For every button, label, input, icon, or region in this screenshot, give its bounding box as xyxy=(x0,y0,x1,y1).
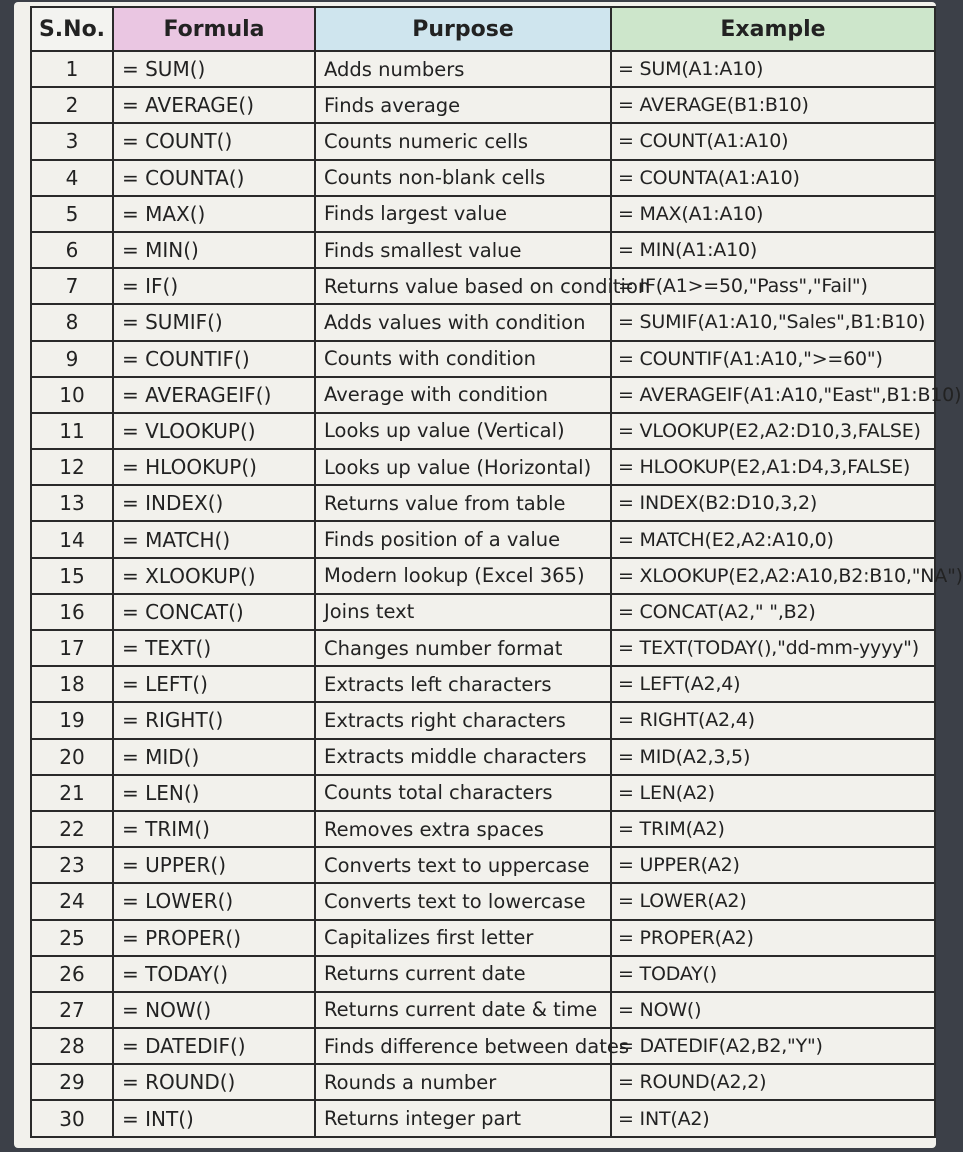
cell-purpose: Rounds a number xyxy=(315,1064,611,1100)
cell-purpose: Extracts middle characters xyxy=(315,739,611,775)
cell-sno: 22 xyxy=(31,811,113,847)
cell-example: = SUMIF(A1:A10,"Sales",B1:B10) xyxy=(611,304,935,340)
cell-example: = MATCH(E2,A2:A10,0) xyxy=(611,521,935,557)
cell-formula: = UPPER() xyxy=(113,847,315,883)
table-row xyxy=(31,811,935,847)
cell-example: = INT(A2) xyxy=(611,1100,935,1136)
cell-purpose: Returns value from table xyxy=(315,485,611,521)
table-row xyxy=(31,666,935,702)
table-row xyxy=(31,920,935,956)
cell-purpose: Converts text to lowercase xyxy=(315,883,611,919)
cell-example: = SUM(A1:A10) xyxy=(611,51,935,87)
cell-sno: 28 xyxy=(31,1028,113,1064)
cell-sno: 29 xyxy=(31,1064,113,1100)
cell-formula: = NOW() xyxy=(113,992,315,1028)
cell-example: = IF(A1>=50,"Pass","Fail") xyxy=(611,268,935,304)
cell-example: = TEXT(TODAY(),"dd-mm-yyyy") xyxy=(611,630,935,666)
cell-sno: 1 xyxy=(31,51,113,87)
cell-sno: 26 xyxy=(31,956,113,992)
cell-formula: = HLOOKUP() xyxy=(113,449,315,485)
cell-purpose: Finds position of a value xyxy=(315,521,611,557)
cell-purpose: Adds values with condition xyxy=(315,304,611,340)
cell-purpose: Removes extra spaces xyxy=(315,811,611,847)
table-row xyxy=(31,232,935,268)
paper-sheet xyxy=(14,2,963,1148)
cell-example: = COUNTIF(A1:A10,">=60") xyxy=(611,341,935,377)
table-row xyxy=(31,123,935,159)
cell-purpose: Finds largest value xyxy=(315,196,611,232)
table-row xyxy=(31,521,935,557)
cell-purpose: Average with condition xyxy=(315,377,611,413)
table-row xyxy=(31,341,935,377)
cell-example: = AVERAGE(B1:B10) xyxy=(611,87,935,123)
header-example: Example xyxy=(611,7,935,51)
cell-formula: = INDEX() xyxy=(113,485,315,521)
cell-purpose: Returns current date & time xyxy=(315,992,611,1028)
cell-sno: 20 xyxy=(31,739,113,775)
cell-sno: 21 xyxy=(31,775,113,811)
cell-purpose: Returns current date xyxy=(315,956,611,992)
cell-sno: 23 xyxy=(31,847,113,883)
table-row xyxy=(31,847,935,883)
cell-sno: 5 xyxy=(31,196,113,232)
table-row xyxy=(31,775,935,811)
cell-example: = XLOOKUP(E2,A2:A10,B2:B10,"NA") xyxy=(611,558,935,594)
cell-sno: 15 xyxy=(31,558,113,594)
cell-formula: = SUMIF() xyxy=(113,304,315,340)
cell-sno: 17 xyxy=(31,630,113,666)
cell-sno: 12 xyxy=(31,449,113,485)
cell-sno: 18 xyxy=(31,666,113,702)
cell-sno: 19 xyxy=(31,702,113,738)
cell-purpose: Finds smallest value xyxy=(315,232,611,268)
cell-formula: = PROPER() xyxy=(113,920,315,956)
cell-example: = ROUND(A2,2) xyxy=(611,1064,935,1100)
table-body xyxy=(31,51,963,1137)
table-row xyxy=(31,992,935,1028)
header-row xyxy=(31,7,935,51)
table-row xyxy=(31,449,935,485)
cell-sno: 16 xyxy=(31,594,113,630)
table-row xyxy=(31,413,935,449)
cell-formula: = TEXT() xyxy=(113,630,315,666)
cell-example: = TODAY() xyxy=(611,956,935,992)
table-row xyxy=(31,956,935,992)
cell-sno: 6 xyxy=(31,232,113,268)
cell-example: = COUNTA(A1:A10) xyxy=(611,160,935,196)
cell-formula: = INT() xyxy=(113,1100,315,1136)
cell-example: = VLOOKUP(E2,A2:D10,3,FALSE) xyxy=(611,413,935,449)
cell-formula: = MID() xyxy=(113,739,315,775)
cell-purpose: Adds numbers xyxy=(315,51,611,87)
cell-purpose: Finds average xyxy=(315,87,611,123)
cell-formula: = LOWER() xyxy=(113,883,315,919)
cell-purpose: Counts with condition xyxy=(315,341,611,377)
header-sno: S.No. xyxy=(31,7,113,51)
cell-purpose: Looks up value (Vertical) xyxy=(315,413,611,449)
cell-example: = MID(A2,3,5) xyxy=(611,739,935,775)
cell-formula: = AVERAGE() xyxy=(113,87,315,123)
cell-sno: 2 xyxy=(31,87,113,123)
cell-purpose: Counts total characters xyxy=(315,775,611,811)
table-row xyxy=(31,702,935,738)
table-row xyxy=(31,160,935,196)
cell-sno: 24 xyxy=(31,883,113,919)
cell-sno: 13 xyxy=(31,485,113,521)
table-row xyxy=(31,630,935,666)
cell-sno: 9 xyxy=(31,341,113,377)
table-row xyxy=(31,594,935,630)
cell-example: = NOW() xyxy=(611,992,935,1028)
cell-sno: 10 xyxy=(31,377,113,413)
cell-example: = LOWER(A2) xyxy=(611,883,935,919)
cell-formula: = SUM() xyxy=(113,51,315,87)
cell-formula: = TRIM() xyxy=(113,811,315,847)
cell-formula: = TODAY() xyxy=(113,956,315,992)
table-row xyxy=(31,87,935,123)
table-row xyxy=(31,739,935,775)
cell-example: = CONCAT(A2," ",B2) xyxy=(611,594,935,630)
table-row xyxy=(31,1028,935,1064)
cell-purpose: Finds difference between dates xyxy=(315,1028,611,1064)
cell-purpose: Extracts right characters xyxy=(315,702,611,738)
cell-sno: 7 xyxy=(31,268,113,304)
cell-sno: 11 xyxy=(31,413,113,449)
cell-example: = MIN(A1:A10) xyxy=(611,232,935,268)
cell-example: = DATEDIF(A2,B2,"Y") xyxy=(611,1028,935,1064)
cell-formula: = IF() xyxy=(113,268,315,304)
table-row xyxy=(31,558,935,594)
cell-formula: = LEFT() xyxy=(113,666,315,702)
cell-formula: = XLOOKUP() xyxy=(113,558,315,594)
cell-purpose: Changes number format xyxy=(315,630,611,666)
cell-purpose: Counts non-blank cells xyxy=(315,160,611,196)
cell-sno: 8 xyxy=(31,304,113,340)
table-row xyxy=(31,377,935,413)
header-formula: Formula xyxy=(113,7,315,51)
table-row xyxy=(31,196,935,232)
table-row xyxy=(31,883,935,919)
cell-example: = UPPER(A2) xyxy=(611,847,935,883)
cell-example: = LEN(A2) xyxy=(611,775,935,811)
cell-example: = MAX(A1:A10) xyxy=(611,196,935,232)
table-row xyxy=(31,485,935,521)
cell-example: = LEFT(A2,4) xyxy=(611,666,935,702)
cell-purpose: Looks up value (Horizontal) xyxy=(315,449,611,485)
cell-formula: = COUNTIF() xyxy=(113,341,315,377)
cell-formula: = MATCH() xyxy=(113,521,315,557)
cell-sno: 27 xyxy=(31,992,113,1028)
cell-example: = PROPER(A2) xyxy=(611,920,935,956)
cell-purpose: Returns value based on condition xyxy=(315,268,611,304)
cell-formula: = RIGHT() xyxy=(113,702,315,738)
cell-formula: = LEN() xyxy=(113,775,315,811)
cell-sno: 4 xyxy=(31,160,113,196)
cell-formula: = MAX() xyxy=(113,196,315,232)
cell-formula: = ROUND() xyxy=(113,1064,315,1100)
cell-formula: = CONCAT() xyxy=(113,594,315,630)
cell-sno: 14 xyxy=(31,521,113,557)
cell-example: = COUNT(A1:A10) xyxy=(611,123,935,159)
cell-purpose: Converts text to uppercase xyxy=(315,847,611,883)
cell-sno: 30 xyxy=(31,1100,113,1136)
cell-purpose: Modern lookup (Excel 365) xyxy=(315,558,611,594)
cell-example: = INDEX(B2:D10,3,2) xyxy=(611,485,935,521)
cell-formula: = MIN() xyxy=(113,232,315,268)
cell-example: = AVERAGEIF(A1:A10,"East",B1:B10) xyxy=(611,377,935,413)
cell-purpose: Extracts left characters xyxy=(315,666,611,702)
cell-purpose: Counts numeric cells xyxy=(315,123,611,159)
excel-formulas-table xyxy=(30,6,963,1138)
cell-formula: = VLOOKUP() xyxy=(113,413,315,449)
cell-purpose: Joins text xyxy=(315,594,611,630)
cell-sno: 3 xyxy=(31,123,113,159)
cell-example: = RIGHT(A2,4) xyxy=(611,702,935,738)
cell-formula: = COUNT() xyxy=(113,123,315,159)
table-row xyxy=(31,51,935,87)
table-row xyxy=(31,304,935,340)
cell-formula: = COUNTA() xyxy=(113,160,315,196)
cell-example: = TRIM(A2) xyxy=(611,811,935,847)
cell-formula: = AVERAGEIF() xyxy=(113,377,315,413)
header-purpose: Purpose xyxy=(315,7,611,51)
cell-example: = HLOOKUP(E2,A1:D4,3,FALSE) xyxy=(611,449,935,485)
cell-purpose: Capitalizes first letter xyxy=(315,920,611,956)
cell-formula: = DATEDIF() xyxy=(113,1028,315,1064)
table-row xyxy=(31,268,935,304)
table-row xyxy=(31,1064,935,1100)
table-row xyxy=(31,1100,935,1136)
cell-purpose: Returns integer part xyxy=(315,1100,611,1136)
cell-sno: 25 xyxy=(31,920,113,956)
